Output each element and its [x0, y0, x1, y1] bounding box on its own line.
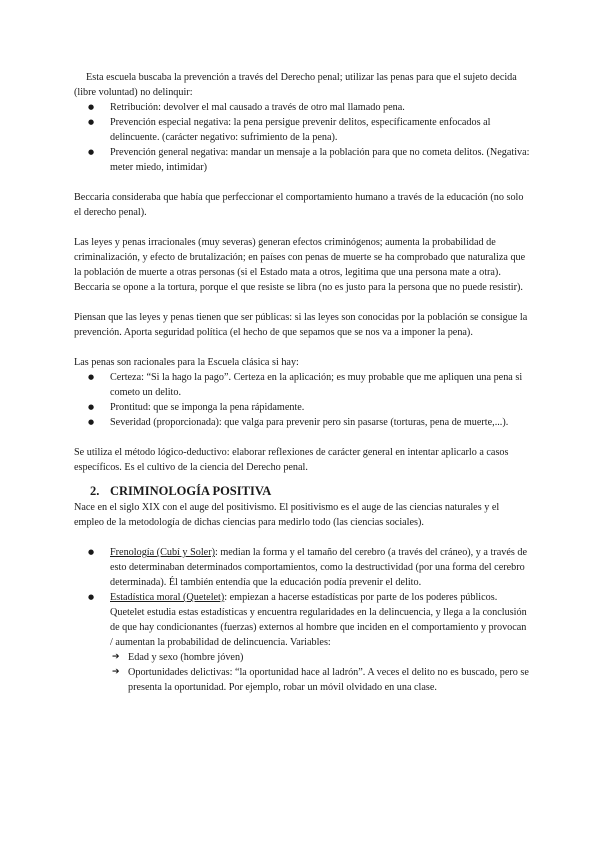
list-item: ➔ Edad y sexo (hombre jóven) [128, 650, 530, 665]
beccaria-paragraph: Beccaria consideraba que había que perfeccionar el comportamiento humano a través de la educación (no solo el derecho penal). [74, 192, 524, 218]
positivism-paragraph: Nace en el siglo XIX con el auge del positivismo. El positivismo es el auge de las ciencias naturales y el empleo de la metodología de dichas ciencias para medirlo todo (las ciencias sociales). [74, 502, 500, 528]
frenologia-text: : median la forma y el tamaño del cerebro (a través del cráneo), y a través de esto determinaban determinados comportamientos, como la destructividad (por una forma del cerebro determinada). Él también entendía que la educación podía prevenir el delito. [110, 547, 527, 588]
section-title: CRIMINOLOGÍA POSITIVA [110, 484, 272, 498]
list-item: ● Prevención especial negativa: la pena persigue prevenir delitos, específicamente enfocados al delincuente. (carácter negativo: sufrimiento de la pena). [110, 115, 530, 145]
estadistica-label: Estadística moral (Quetelet) [110, 592, 225, 603]
section-number: 2. [90, 484, 100, 498]
list-item: ● Prevención general negativa: mandar un mensaje a la población para que no cometa delitos. (Negativa: meter miedo, intimidar) [110, 145, 530, 175]
list-item: ● Prontitud: que se imponga la pena rápidamente. [110, 400, 530, 415]
irrational-laws-paragraph: Las leyes y penas irracionales (muy severas) generan efectos criminógenos; aumenta la probabilidad de criminalización, y efecto de brutalización; en países con penas de muerte se ha comprobado que naturaliza que la población de muerte a otras personas (si el Estado mata a otros, legitima que una persona mate a otra). Beccaria se opone a la tortura, porque el que resiste se libra (no es justo para la persona que no puede resistir). [74, 237, 526, 293]
list-item: ● Severidad (proporcionada): que valga para prevenir pero sin pasarse (torturas, pena de muerte,...). [110, 415, 530, 430]
list-item [110, 545, 530, 590]
list-item: ➔ Oportunidades delictivas: “la oportunidad hace al ladrón”. A veces el delito no es buscado, pero se presenta la oportunidad. Por ejemplo, robar un móvil olvidado en una clase. [128, 665, 530, 695]
estadistica-text: : empiezan a hacerse estadísticas por parte de los poderes públicos. Quetelet estudia estas estadísticas y encuentra regularidades en la delincuencia, y llega a la conclusión de que hay condicionantes (fuerzas) externos al hombre que inciden en el comportamiento y provocan / aumentan la probabilidad de delincuencia. Variables: [110, 592, 527, 648]
variables-list [110, 650, 530, 695]
intro-paragraph: Esta escuela buscaba la prevención a través del Derecho penal; utilizar las penas para que el sujeto decida (libre voluntad) no delinquir: [74, 72, 517, 98]
frenologia-label: Frenología (Cubí y Soler) [110, 547, 215, 558]
penalty-criteria-list [74, 370, 530, 430]
list-item: ● Certeza: “Si la hago la pago”. Certeza en la aplicación; es muy probable que me apliquen una pena si cometo un delito. [110, 370, 530, 400]
positivism-list [74, 545, 530, 695]
section-heading [74, 483, 530, 500]
document-body [74, 70, 530, 695]
public-laws-paragraph: Piensan que las leyes y penas tienen que ser públicas: si las leyes son conocidas por la población se consigue la prevención. Aporta seguridad política (el hecho de que sepamos que se nos va a imponer la pena). [74, 312, 528, 338]
list-item [110, 590, 530, 695]
list-item: ● Retribución: devolver el mal causado a través de otro mal llamado pena. [110, 100, 530, 115]
punishment-goals-list [74, 100, 530, 175]
rational-penalties-paragraph: Las penas son racionales para la Escuela clásica si hay: [74, 357, 299, 368]
method-paragraph: Se utiliza el método lógico-deductivo: elaborar reflexiones de carácter general en intentar aplicarlo a casos específicos. Es el cultivo de la ciencia del Derecho penal. [74, 447, 509, 473]
